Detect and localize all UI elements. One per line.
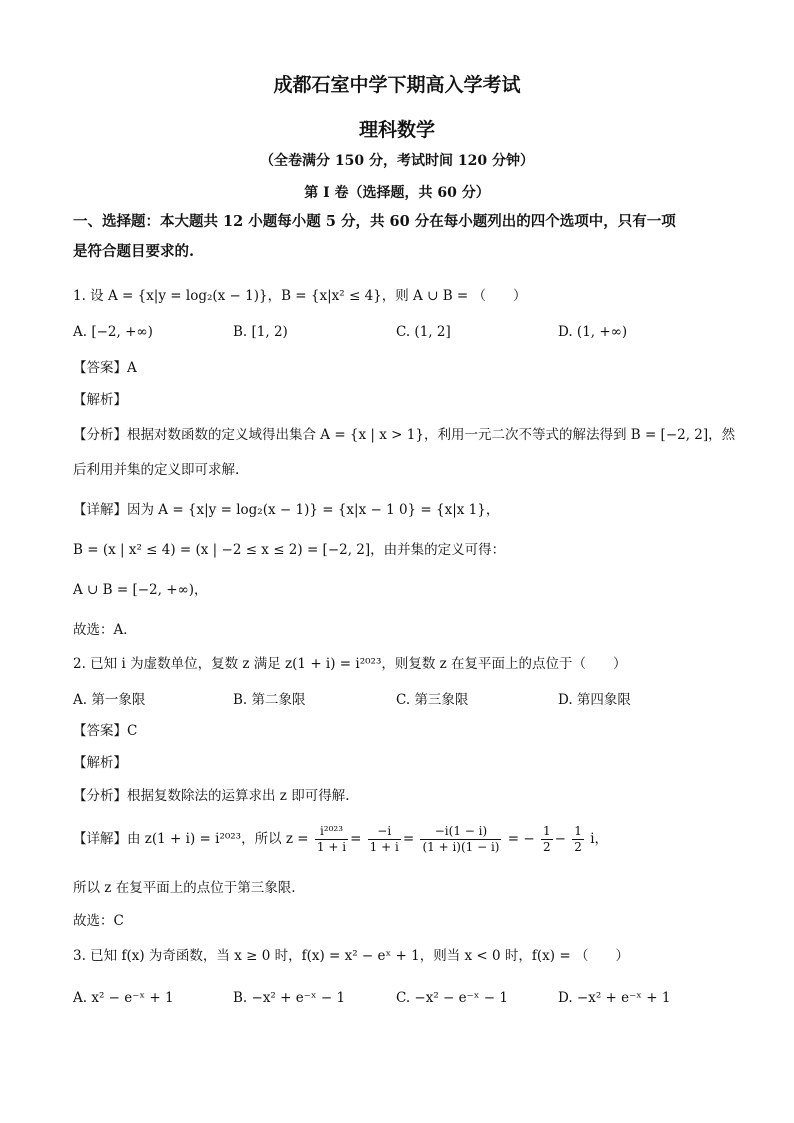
- exam-subject: 理科数学: [358, 119, 435, 141]
- q2-f2-num: −i: [368, 824, 401, 840]
- section-instructions-1: 一、选择题：本大题共 12 小题每小题 5 分，共 60 分在每小题列出的四个选项中，只有一项: [73, 213, 676, 230]
- q2-option-a: A. 第一象限: [73, 692, 146, 708]
- q1-choose: 故选：A．: [73, 622, 137, 638]
- q2-f5-num: 1: [574, 824, 582, 838]
- q2-f3-den: (1 + i)(1 − i): [422, 840, 500, 854]
- q3-stem: 3. 已知 f(x) 为奇函数，当 x ≥ 0 时，f(x) = x² − eˣ + 1，则当 x < 0 时，f(x) = （ ）: [73, 948, 629, 964]
- q2-option-b: B. 第二象限: [233, 692, 306, 708]
- q1-option-a: A. [−2, +∞): [73, 324, 153, 340]
- exam-title: 成都石室中学下期高入学考试: [273, 74, 521, 96]
- q1-option-b: B. [1, 2): [233, 324, 288, 340]
- q2-choose: 故选：C: [73, 913, 124, 929]
- q1-option-c: C. (1, 2]: [396, 324, 451, 340]
- q2-minus: = −: [507, 831, 535, 847]
- q2-fraction-4: [541, 824, 553, 855]
- q2-detail-prefix: 【详解】由 z(1 + i) = i²⁰²³，所以 z =: [73, 831, 309, 847]
- q2-fraction-5: [572, 824, 584, 855]
- q2-f2-den: 1 + i: [369, 840, 399, 854]
- q3-option-a: A. x² − e⁻ˣ + 1: [73, 990, 174, 1006]
- q2-option-c: C. 第三象限: [396, 692, 469, 708]
- q3-option-d: D. −x² + e⁻ˣ + 1: [558, 990, 671, 1006]
- q2-fraction-3: [420, 824, 501, 855]
- q2-option-d: D. 第四象限: [558, 692, 631, 708]
- q3-option-c: C. −x² − e⁻ˣ − 1: [396, 990, 508, 1006]
- q2-f1-den: 1 + i: [316, 840, 347, 854]
- q2-analysis: 【分析】根据复数除法的运算求出 z 即可得解.: [73, 788, 350, 804]
- q2-detail: 【详解】由 z(1 + i) = i²⁰²³，所以 z = $\frac{\text{i²⁰²³}}{1 + i}$ = $\frac{-i}{1 + i}$ = $\frac{-i(1 - i)}{(1 + i)(1 - i)}$ = − $\frac{1}{2}$ − $\frac{1}{2}$ i，: [73, 824, 609, 854]
- section-instructions-2: 是符合题目要求的.: [73, 243, 195, 260]
- q1-detail-1: 【详解】因为 A = {x|y = log₂(x − 1)} = {x|x − 1 0} = {x|x 1}，: [73, 502, 500, 518]
- exam-part: 第 I 卷（选择题，共 60 分）: [304, 185, 490, 201]
- q1-option-d: D. (1, +∞): [558, 324, 628, 340]
- q3-option-b: B. −x² + e⁻ˣ − 1: [233, 990, 346, 1006]
- q2-conclusion: 所以 z 在复平面上的点位于第三象限.: [73, 880, 296, 896]
- q1-stem: 1. 设 A = {x|y = log₂(x − 1)}，B = {x|x² ≤ 4}，则 A ∪ B = （ ）: [73, 288, 527, 304]
- q2-f5-den: 2: [574, 840, 582, 854]
- q2-fraction-1: [315, 824, 348, 855]
- q2-answer: 【答案】C: [73, 723, 138, 739]
- q2-f4-num: 1: [543, 824, 551, 838]
- q2-f3-num: −i(1 − i): [420, 824, 501, 840]
- q2-f4-den: 2: [543, 840, 551, 854]
- q2-tail: i，: [590, 831, 609, 847]
- exam-info: （全卷满分 150 分，考试时间 120 分钟）: [260, 153, 534, 169]
- q1-analysis-2: 后利用并集的定义即可求解.: [73, 462, 240, 478]
- q2-fraction-2: [368, 824, 401, 855]
- q2-f1-num: i²⁰²³: [315, 824, 348, 840]
- q1-analysis-1: 【分析】根据对数函数的定义域得出集合 A = {x | x > 1}，利用一元二次不等式的解法得到 B = [−2, 2]，然: [73, 427, 736, 443]
- q1-detail-2: B = (x | x² ≤ 4) = (x | −2 ≤ x ≤ 2) = [−2, 2]，由并集的定义可得：: [73, 542, 506, 558]
- q2-jiexi: 【解析】: [73, 755, 127, 771]
- q1-answer: 【答案】A: [73, 360, 137, 376]
- q2-stem: 2. 已知 i 为虚数单位，复数 z 满足 z(1 + i) = i²⁰²³，则复数 z 在复平面上的点位于（ ）: [73, 656, 627, 672]
- q1-jiexi: 【解析】: [73, 392, 127, 408]
- q1-detail-3: A ∪ B = [−2, +∞)，: [73, 582, 208, 598]
